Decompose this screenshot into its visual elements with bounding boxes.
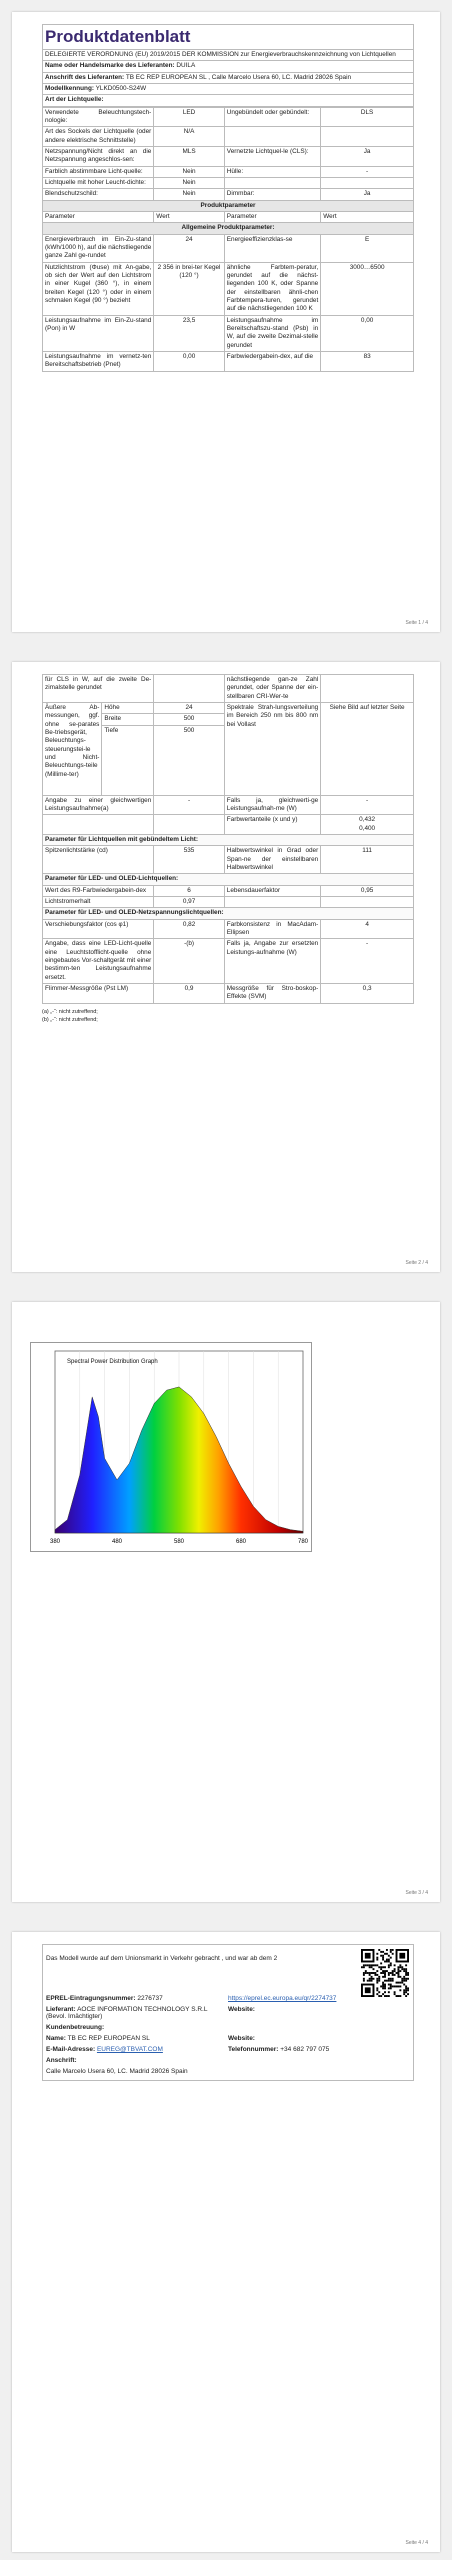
cell: Messgröße für Stro-boskop-Effekte (SVM) [224,983,320,1003]
anschrift-label: Anschrift: [46,2057,77,2064]
cell: 24 [154,234,224,262]
cell: 500 [154,725,224,795]
spectral-value: Siehe Bild auf letzter Seite [321,702,414,795]
kundenbetreuung-label: Kundenbetreuung: [46,2024,105,2031]
cell [321,127,414,147]
table-row [43,351,414,371]
section-header: Parameter für LED- und OLED-Netzspannungslichtquellen: [43,908,414,919]
cell [43,815,154,835]
x-tick-label: 580 [173,1539,185,1545]
cell: Energieverbrauch im Ein-Zu-stand (kWh/1000 h), auf die nächstliegende ganze Zahl ge-rundet [43,234,154,262]
cell: Ja [321,146,414,166]
table-row [43,795,414,815]
address-label: Anschrift des Lieferanten: [45,73,125,81]
x-tick-label: 780 [297,1539,309,1545]
table-row [43,177,414,188]
table-row [43,815,414,835]
cell: Breite [102,714,154,725]
table-row [43,896,414,907]
cell: - [321,166,414,177]
section-header: Produktparameter [43,200,414,211]
table-row [43,675,414,703]
cell: Energieeffizienzklas-se [224,234,320,262]
cell: Leistungsaufnahme im vernetz-ten Bereitschaftsbetrieb (Pnet) [43,351,154,371]
page-4 [12,1932,440,2552]
page-3 [12,1302,440,1902]
cell: Leistungsaufnahme im Bereitschaftszu-stand (Psb) in W, auf die zweite Dezimal-stelle gerundet [224,315,320,351]
table-row [43,315,414,351]
footnote-a: (a) „-“: nicht zutreffend; [42,1008,98,1015]
dimensions-label: Äußere Ab-messungen, ggf. ohne se-parates Be-triebsgerät, Beleuchtungs-steuerungstei-le und Nicht-Beleuchtungs-teile (Millime-ter) [43,702,102,795]
params-table-continued [42,674,414,1004]
cell: Dimmbar: [224,189,320,200]
page-number: Seite 1 / 4 [405,620,428,626]
cell: Lichtstromerhalt [43,896,154,907]
column-header: Wert [321,211,414,222]
cell: Lichtquelle mit hoher Leucht-dichte: [43,177,154,188]
model-label: Modellkennung: [45,84,94,92]
section-header: Parameter für LED- und OLED-Lichtquellen: [43,874,414,885]
cell: Farbwertanteile (x und y) [224,815,320,835]
cell: 6 [154,885,224,896]
cell: Halbwertswinkel in Grad oder Span-ne der einstellbaren Halbwertswinkel [224,846,320,874]
cell: Flimmer-Messgröße (Pst LM) [43,983,154,1003]
cell: Verwendete Beleuchtungstech-nologie: [43,107,154,127]
table-row [43,234,414,262]
cell: MLS [154,146,224,166]
qr-code-icon [361,1949,409,1997]
cell: 0,97 [154,896,224,907]
market-intro: Das Modell wurde auf dem Unionsmarkt in Verkehr gebracht , und war ab dem 2 [46,1955,278,1962]
tel-label: Telefonnummer: [228,2046,279,2053]
lightsource-label: Art der Lichtquelle: [43,95,414,106]
email-label: E-Mail-Adresse: [46,2046,96,2053]
cell: N/A [154,127,224,147]
model-value: YLKD0500-S24W [95,84,147,92]
cell: 0,95 [321,885,414,896]
table-row [43,146,414,166]
cell [224,127,320,147]
cell: - [321,939,414,984]
cell: 24 [154,702,224,713]
lieferant-value: AOCE INFORMATION TECHNOLOGY S.R.L (Bevol. Imächtigter) [46,2006,208,2020]
footnote-b: (b) „-“: nicht zutreffend; [42,1016,98,1023]
column-header: Wert [154,211,224,222]
cell: Höhe [102,702,154,713]
table-row [43,107,414,127]
cell: Netzspannung/Nicht direkt an die Netzspannung angeschlos-sen: [43,146,154,166]
section-header: Allgemeine Produktparameter: [43,223,414,234]
x-tick-label: 680 [235,1539,247,1545]
email-link[interactable]: EUREG@TBVAT.COM [96,2046,163,2053]
name-label: Name: [46,2035,66,2042]
section-header: Parameter für Lichtquellen mit gebündeltem Licht: [43,834,414,845]
cell: Falls ja, gleichwerti-ge Leistungsaufnah-me (W) [224,795,320,815]
cell: Nein [154,166,224,177]
spectrum-chart [30,1342,312,1552]
cell [321,675,414,703]
table-row [43,166,414,177]
cell: 0,432 0,400 [321,815,414,835]
table-header-row [43,211,414,222]
page-2 [12,662,440,1272]
tel-value: +34 682 797 075 [280,2046,330,2053]
cell: 23,5 [154,315,224,351]
column-header: Parameter [43,211,154,222]
cell: 83 [321,351,414,371]
cell: 0,9 [154,983,224,1003]
table-row [43,983,414,1003]
anschrift-value: Calle Marcelo Usera 60, LC. Madrid 28026 Spain [46,2068,188,2075]
cell: 4 [321,919,414,939]
cell: Tiefe [102,725,154,795]
cell: Nein [154,189,224,200]
cell: Lebensdauerfaktor [224,885,320,896]
cell [224,896,320,907]
table-row [43,919,414,939]
cell: Farblich abstimmbare Licht-quelle: [43,166,154,177]
cell [321,177,414,188]
cell: Nein [154,177,224,188]
cell: Blendschutzschild: [43,189,154,200]
cell: Spitzenlichtstärke (cd) [43,846,154,874]
spectral-label: Spektrale Strah-lungsverteilung im Bereich 250 nm bis 800 nm bei Vollast [224,702,320,795]
page-title: Produktdatenblatt [42,24,414,49]
regulation-text: DELEGIERTE VERORDNUNG (EU) 2019/2015 DER KOMMISSION zur Energieverbrauchskennzeichnung von Lichtquellen [43,50,414,61]
cell: Vernetzte Lichtquel-le (CLS): [224,146,320,166]
name-value: TB EC REP EUROPEAN SL [67,2035,150,2042]
header-table [42,49,414,107]
page-number: Seite 3 / 4 [405,1890,428,1896]
cell: Art des Sockels der Lichtquelle (oder andere elektrische Schnittstelle) [43,127,154,147]
cell: ähnliche Farbtem-peratur, gerundet auf die nächst-liegenden 100 K, oder Spanne der einstellbaren ähnli-chen Farbtempera-turen, gerundet auf die nächstliegenden 100 K [224,262,320,315]
lightsource-table [42,107,414,372]
cell: Leistungsaufnahme im Ein-Zu-stand (Pon) in W [43,315,154,351]
cell: - [154,795,224,815]
table-row [43,127,414,147]
cell: 111 [321,846,414,874]
cell: -(b) [154,939,224,984]
table-row [43,702,414,713]
cell: Nutzlichtstrom (Φuse) mit An-gabe, ob sich der Wert auf den Lichtstrom in einer Kugel (360 °), in einem breiten Kegel (120 °) oder in einem schmalen Kegel (90 °) bezieht [43,262,154,315]
table-row [43,846,414,874]
column-header: Parameter [224,211,320,222]
cell: Wert des R9-Farbwiedergabein-dex [43,885,154,896]
x-tick-label: 380 [49,1539,61,1545]
eprel-label: EPREL-Eintragungsnummer: [46,1995,136,2002]
eprel-number: 2276737 [137,1995,163,2002]
cell: LED [154,107,224,127]
page-number: Seite 4 / 4 [405,2540,428,2546]
cell: 0,00 [321,315,414,351]
cell: Ungebündelt oder gebündelt: [224,107,320,127]
cell: Angabe zu einer gleichwertigen Leistungsaufnahme(a) [43,795,154,815]
cell: 535 [154,846,224,874]
address-value: TB EC REP EUROPEAN SL , Calle Marcelo Usera 60, LC. Madrid 28026 Spain [125,73,352,81]
cell: nächstliegende gan-ze Zahl gerundet, oder Spanne der ein-stellbaren CRI-Wer-te [224,675,320,703]
cell: - [321,795,414,815]
table-row [43,189,414,200]
page-number: Seite 2 / 4 [405,1260,428,1266]
cell: 3000…6500 [321,262,414,315]
table-row [43,262,414,315]
eprel-link[interactable]: https://eprel.ec.europa.eu/qr/2274737 [228,1995,337,2002]
cell [154,815,224,835]
cell: Ja [321,189,414,200]
cell: Verschiebungsfaktor (cos φ1) [43,919,154,939]
cell: Farbkonsistenz in MacAdam-Ellipsen [224,919,320,939]
cell: 0,3 [321,983,414,1003]
cell [154,675,224,703]
footnotes [42,1008,414,1025]
cell: 500 [154,714,224,725]
cell: 2 356 in brei-ter Kegel (120 °) [154,262,224,315]
cell: Hülle: [224,166,320,177]
website-label: Website: [228,2006,255,2013]
eprel-info [42,1944,414,2081]
cell: Falls ja, Angabe zur ersetzten Leistungs-aufnahme (W) [224,939,320,984]
cell: 0,00 [154,351,224,371]
cell: für CLS in W, auf die zweite De-zimalstelle gerundet [43,675,154,703]
cell: Angabe, dass eine LED-Licht-quelle eine Leuchtstofflicht-quelle ohne eingebautes Vor-schaltgerät mit einer bestimm-ten Leistungsaufnahme ersetzt. [43,939,154,984]
cell: 0,82 [154,919,224,939]
cell [224,177,320,188]
chart-title: Spectral Power Distribution Graph [67,1359,158,1365]
table-row [43,885,414,896]
cell [321,896,414,907]
cell: DLS [321,107,414,127]
supplier-value: DUILA [176,62,196,70]
cell: Farbwiedergabein-dex, auf die [224,351,320,371]
x-tick-label: 480 [111,1539,123,1545]
website2-label: Website: [228,2035,255,2042]
table-row [43,939,414,984]
supplier-label: Name oder Handelsmarke des Lieferanten: [45,62,175,70]
lieferant-label: Lieferant: [46,2006,76,2013]
cell: E [321,234,414,262]
x-ticks [50,1539,309,1545]
spectrum-svg [31,1343,311,1551]
page-1 [12,12,440,632]
